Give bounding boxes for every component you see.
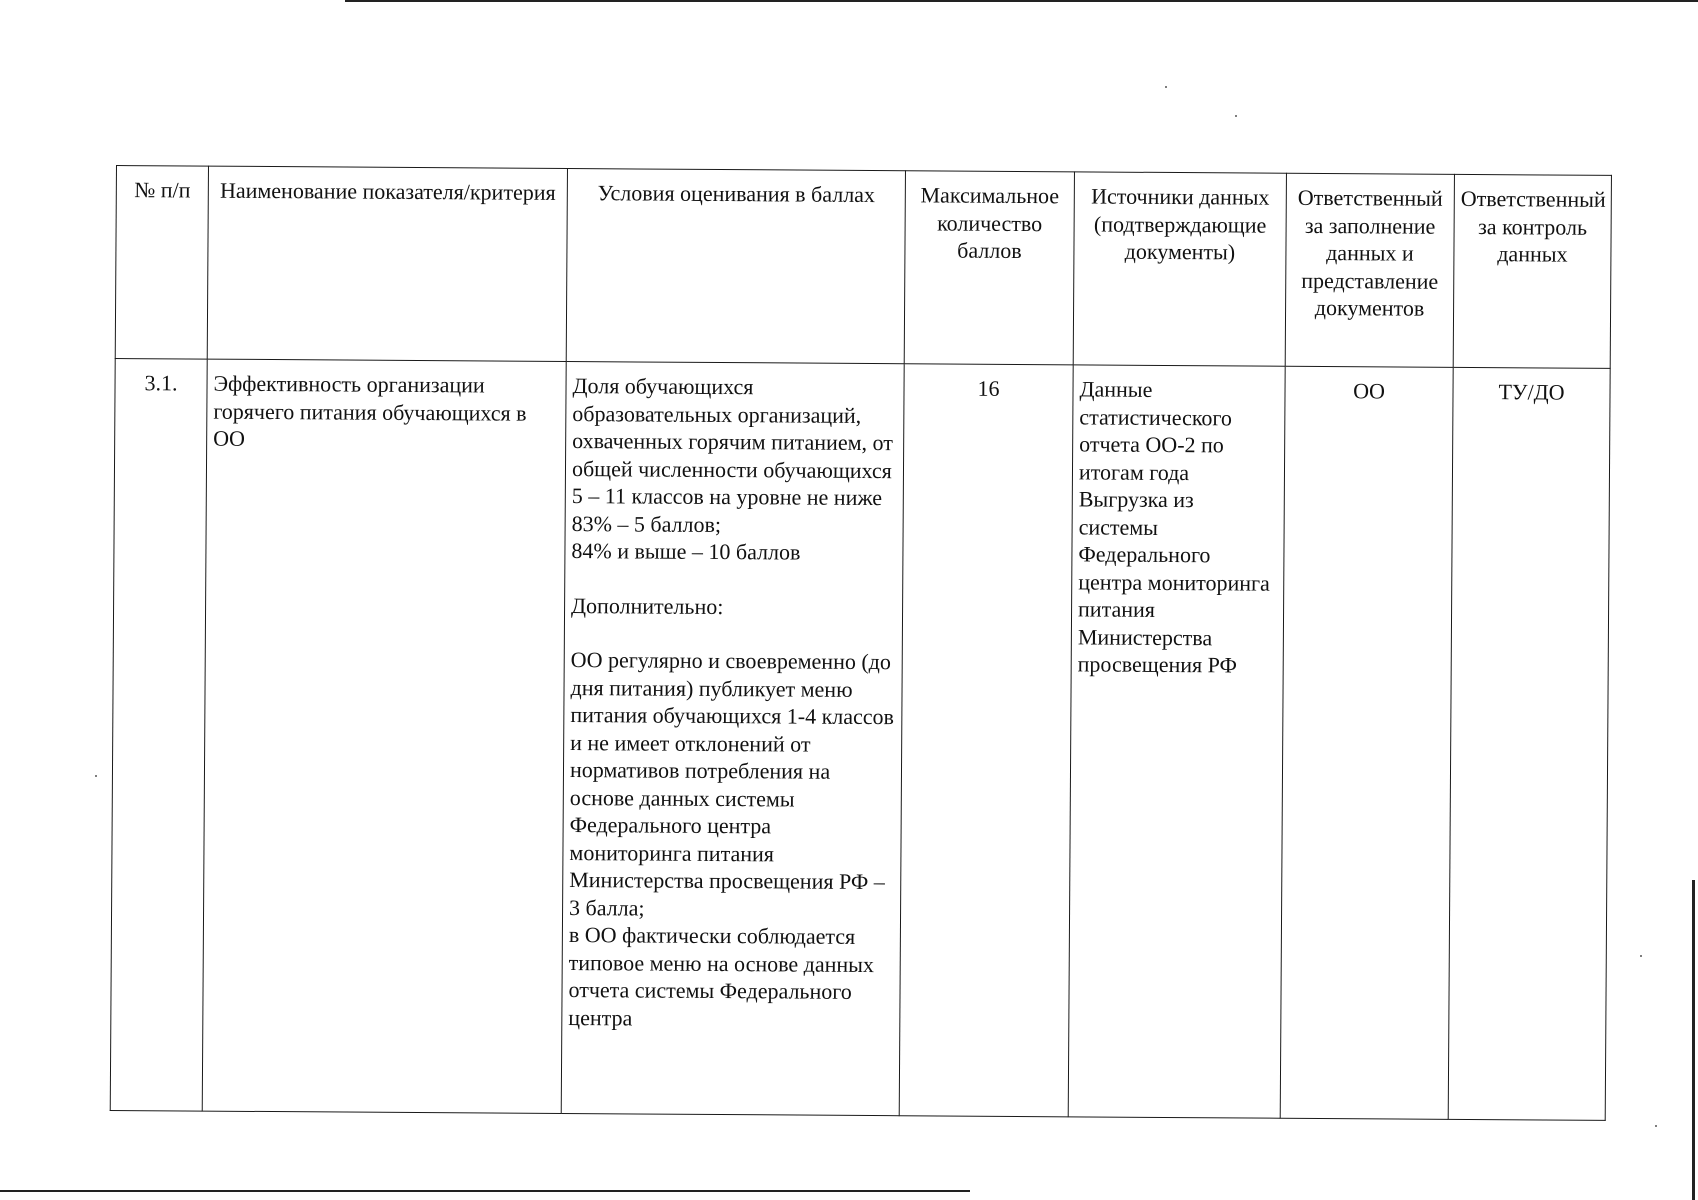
criteria-table — [110, 165, 1612, 1121]
row-indicator-name: Эффективность организации горячего питания обучающихся в ОО — [202, 359, 566, 1113]
sources-federal-export: Выгрузка из системы Федерального центра мониторинга питания Министерства просвещения РФ — [1077, 486, 1270, 678]
header-indicator-name: Наименование показателя/критерия — [207, 166, 567, 361]
conditions-share-paragraph: Доля обучающихся образовательных организаций, охваченных горячим питанием, от общей численности обучающихся 5 – 11 классов на уровне не ниже 83% – 5 баллов; — [571, 373, 893, 537]
table-header-row — [115, 166, 1611, 369]
scan-speck — [1640, 955, 1642, 957]
conditions-additional-heading: Дополнительно: — [571, 592, 724, 619]
scan-speck — [95, 775, 97, 777]
table-row — [110, 358, 1610, 1120]
header-max-points: Максимальное количество баллов — [904, 171, 1074, 365]
scan-edge-bottom — [0, 1190, 970, 1192]
sources-statistical-report: Данные статистического отчета ОО-2 по итогам года — [1078, 376, 1233, 485]
header-conditions: Условия оценивания в баллах — [566, 168, 905, 363]
header-responsible-control: Ответственный за контроль данных — [1453, 174, 1611, 368]
scan-edge-right — [1692, 880, 1695, 1200]
row-max-points: 16 — [899, 364, 1073, 1117]
header-responsible-fill: Ответственный за заполнение данных и представление документов — [1285, 173, 1454, 367]
header-number: № п/п — [115, 166, 208, 360]
row-conditions — [561, 361, 904, 1115]
conditions-high-share-paragraph: 84% и выше – 10 баллов — [571, 538, 801, 565]
row-number: 3.1. — [110, 358, 207, 1111]
scan-edge-top — [345, 0, 1698, 2]
scan-speck — [1655, 1125, 1657, 1127]
conditions-menu-paragraph: ОО регулярно и своевременно (до дня питания) публикует меню питания обучающихся 1-4 классов и не имеет отклонений от нормативов потребления на основе данных системы Федерального центра мониторинга питания Министерства просвещения РФ – 3 балла; — [569, 647, 895, 921]
scan-speck — [1165, 86, 1167, 88]
conditions-typical-menu-paragraph: в ОО фактически соблюдается типовое меню на основе данных отчета системы Федерального центра — [568, 922, 875, 1030]
row-responsible-fill: ОО — [1280, 366, 1453, 1119]
scan-speck — [1235, 115, 1237, 117]
row-data-sources — [1068, 365, 1285, 1118]
row-responsible-control: ТУ/ДО — [1448, 367, 1610, 1120]
header-data-sources: Источники данных (подтверждающие документы) — [1073, 172, 1286, 366]
